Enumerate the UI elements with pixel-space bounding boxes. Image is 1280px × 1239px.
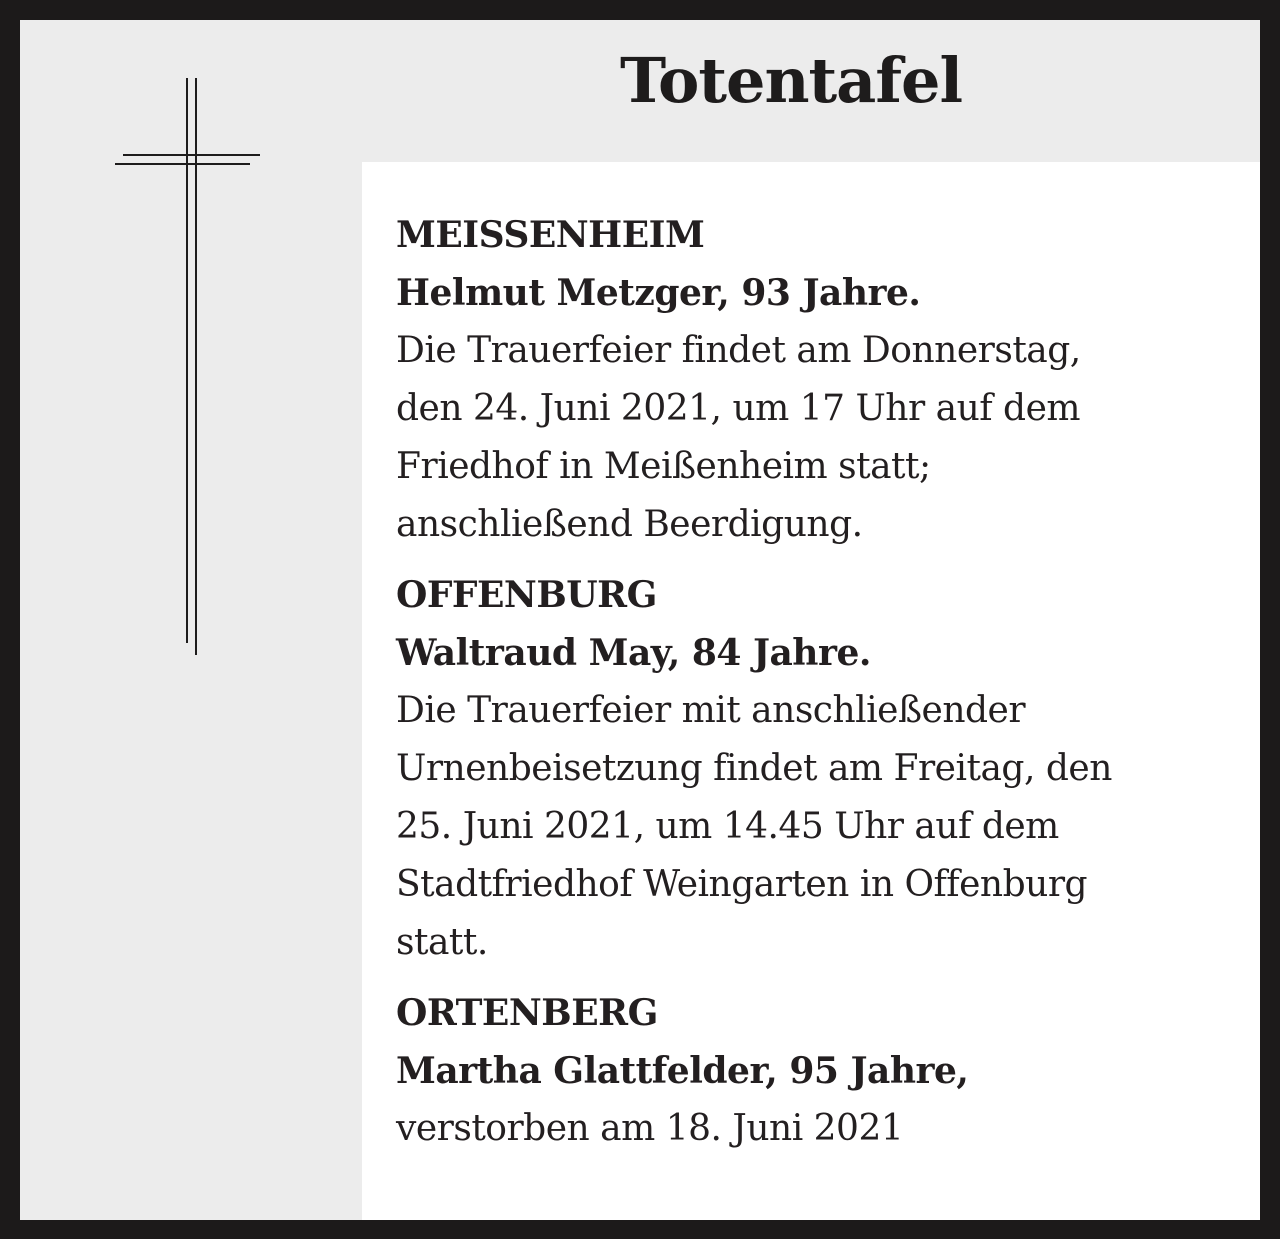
obituary-list — [396, 206, 1216, 1170]
entry-name: Waltraud May, 84 Jahre. — [396, 632, 871, 674]
cross-icon — [115, 78, 260, 655]
entry-name: Helmut Metzger, 93 Jahre. — [396, 272, 921, 314]
entry-town: ORTENBERG — [396, 992, 658, 1034]
entry-line: 25. Juni 2021, um 14.45 Uhr auf dem — [396, 806, 1059, 847]
entry-town: OFFENBURG — [396, 574, 657, 616]
entry-line: den 24. Juni 2021, um 17 Uhr auf dem — [396, 388, 1081, 429]
entry-line: Friedhof in Meißenheim statt; — [396, 446, 931, 487]
entry-line: Die Trauerfeier mit anschließender — [396, 690, 1026, 731]
entry-line: anschließend Beerdigung. — [396, 504, 863, 545]
entry-town: MEISSENHEIM — [396, 214, 705, 256]
obituary-entry — [396, 206, 1216, 554]
entry-text — [396, 682, 1216, 972]
obituary-entry — [396, 566, 1216, 972]
entry-name: Martha Glattfelder, 95 Jahre, — [396, 1050, 969, 1092]
entry-line: verstorben am 18. Juni 2021 — [396, 1108, 904, 1149]
entry-text — [396, 322, 1216, 554]
obituary-entry — [396, 984, 1216, 1158]
page-title: Totentafel — [619, 44, 963, 117]
entry-line: Urnenbeisetzung findet am Freitag, den — [396, 748, 1112, 789]
entry-text — [396, 1100, 1216, 1158]
entry-line: statt. — [396, 922, 488, 963]
entry-line: Stadtfriedhof Weingarten in Offenburg — [396, 864, 1088, 905]
entry-line: Die Trauerfeier findet am Donnerstag, — [396, 330, 1081, 371]
